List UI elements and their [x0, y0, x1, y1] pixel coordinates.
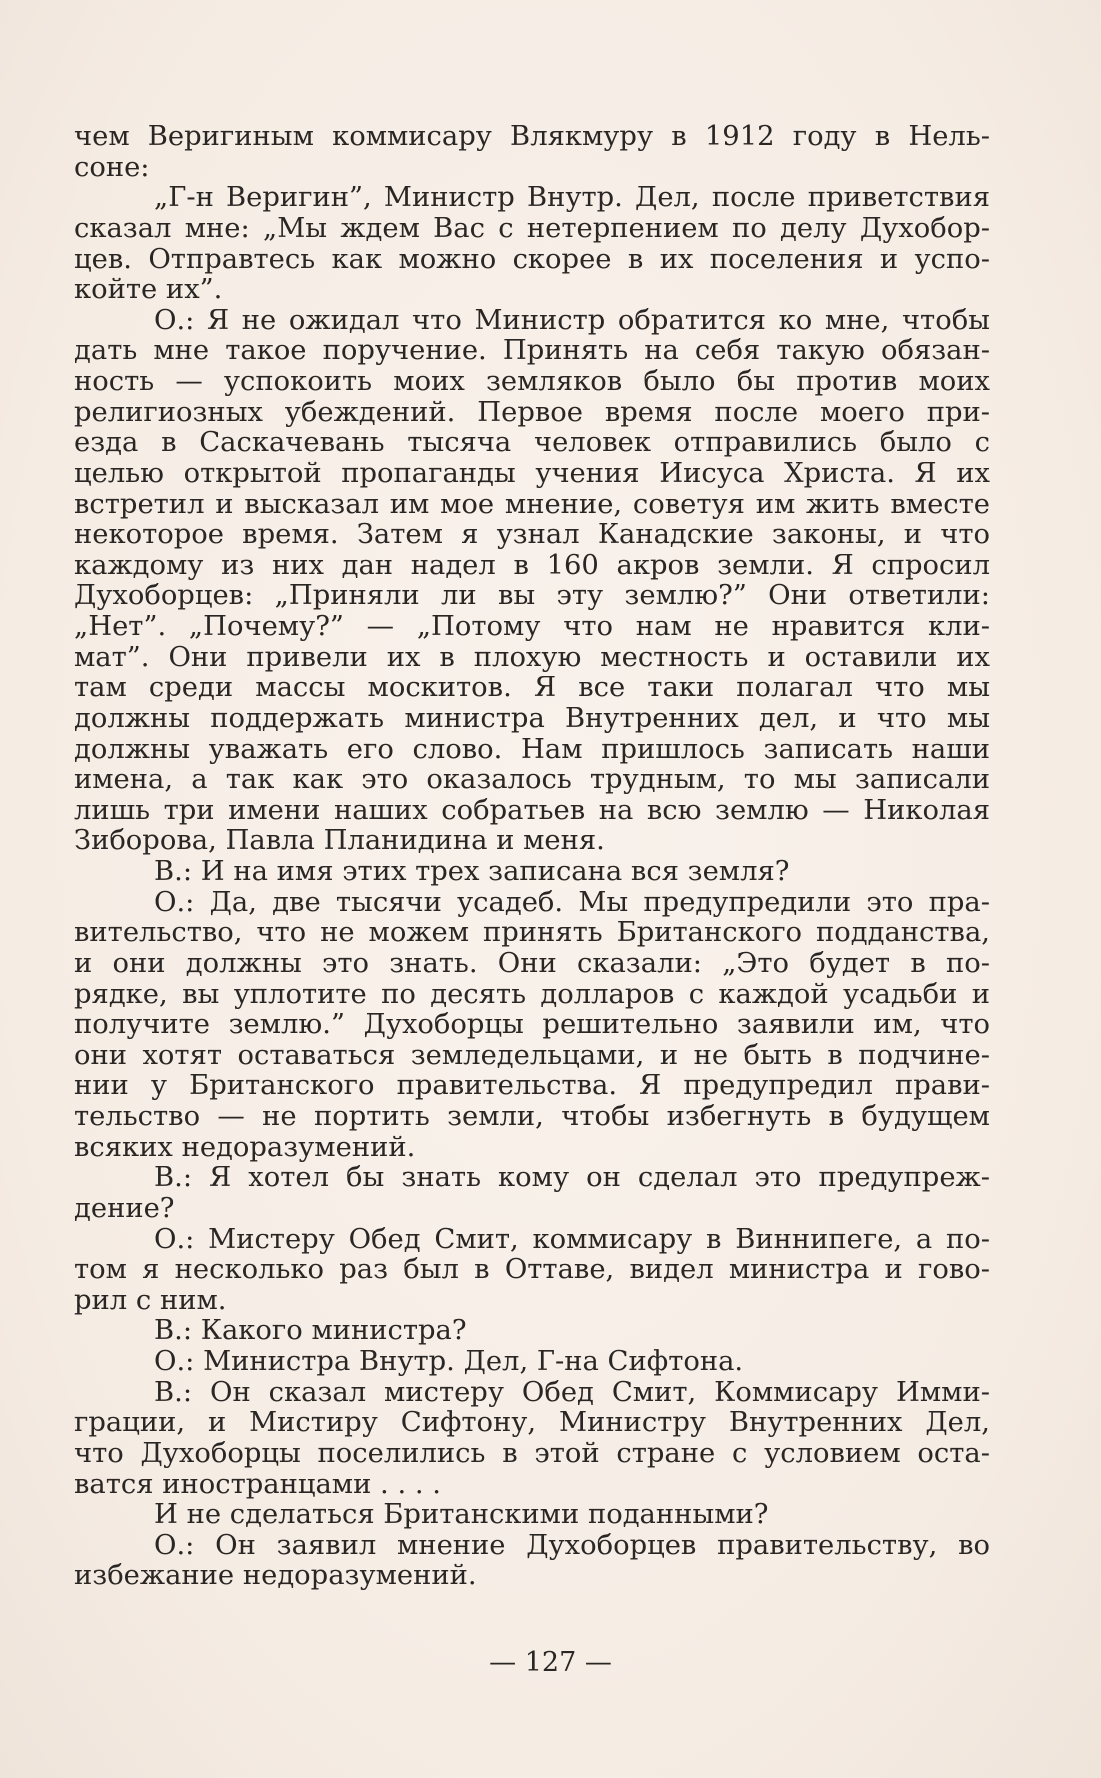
text-line: должны поддержать министра Внутренних дел, и что мы [74, 702, 990, 734]
text-line: „Нет”. „Почему?” — „Потому что нам не нравится кли- [74, 611, 990, 642]
text-line: Духоборцев: „Приняли ли вы эту землю?” Они ответили: [74, 580, 990, 612]
body-text [74, 122, 990, 1592]
text-line: они хотят оставаться земледельцами, и не быть в подчине- [74, 1039, 990, 1071]
text-line: В.: Я хотел бы знать кому он сделал это предупреж- [154, 1162, 990, 1194]
text-line: чем Веригиным коммисару Влякмуру в 1912 году в Нель- [74, 121, 990, 152]
text-line: том я несколько раз был в Оттаве, видел министра и гово- [74, 1254, 990, 1286]
text-line: получите землю.” Духоборцы решительно заявили им, что [74, 1009, 990, 1041]
text-line: там среди массы москитов. Я все таки полагал что мы [74, 672, 990, 704]
text-line: всяких недоразумений. [74, 1131, 416, 1163]
text-line: дать мне такое поручение. Принять на себя такую обязан- [74, 335, 990, 367]
text-line: сказал мне: „Мы ждем Вас с нетерпением по делу Духобор- [74, 212, 990, 244]
text-line: соне: [74, 151, 150, 183]
text-line: О.: Министра Внутр. Дел, Г-на Сифтона. [154, 1346, 744, 1377]
text-line: В.: Какого министра? [154, 1315, 467, 1347]
text-line: О.: Да, две тысячи усадеб. Мы предупредили это пра- [154, 886, 990, 918]
text-line: имена, а так как это оказалось трудным, то мы записали [74, 764, 990, 796]
text-line: избежание недоразумений. [74, 1560, 477, 1592]
text-line: В.: И на имя этих трех записана вся земля? [154, 856, 790, 887]
text-line: тельство — не портить земли, чтобы избегнуть в будущем [74, 1101, 990, 1132]
text-line: ность — успокоить моих земляков было бы против моих [74, 366, 990, 397]
text-line: рил с ним. [74, 1284, 227, 1316]
text-line: О.: Он заявил мнение Духоборцев правительству, во [154, 1529, 990, 1561]
text-line: и они должны это знать. Они сказали: „Это будет в по- [74, 947, 990, 979]
text-line: койте их”. [74, 274, 223, 306]
text-line: должны уважать его слово. Нам пришлось записать наши [74, 733, 990, 765]
text-line: каждому из них дан надел в 160 акров земли. Я спросил [74, 549, 990, 581]
text-line: езда в Саскачевань тысяча человек отправились было с [74, 427, 990, 459]
text-line: встретил и высказал им мое мнение, советуя им жить вместе [74, 488, 990, 520]
text-line: О.: Я не ожидал что Министр обратится ко мне, чтобы [154, 304, 990, 336]
text-line: целью открытой пропаганды учения Иисуса Христа. Я их [74, 457, 990, 489]
text-line: И не сделаться Британскими поданными? [154, 1499, 769, 1531]
text-line: что Духоборцы поселились в этой стране с условием оста- [74, 1437, 990, 1469]
text-line: „Г-н Веригин”, Министр Внутр. Дел, после приветствия [154, 182, 990, 214]
text-line: Зиборова, Павла Планидина и меня. [74, 825, 605, 857]
text-line: дение? [74, 1192, 175, 1224]
text-line: нии у Британского правительства. Я предупредил прави- [74, 1070, 990, 1102]
text-line: грации, и Мистиру Сифтону, Министру Внутренних Дел, [74, 1407, 990, 1439]
text-line: цев. Отправтесь как можно скорее в их поселения и успо- [74, 243, 990, 275]
text-line: мат”. Они привели их в плохую местность и оставили их [74, 641, 990, 673]
text-line: ватся иностранцами . . . . [74, 1468, 442, 1500]
text-line: рядке, вы уплотите по десять долларов с каждой усадьби и [74, 978, 990, 1010]
text-line: религиозных убеждений. Первое время после моего при- [74, 396, 990, 428]
page-number: — 127 — [489, 1647, 612, 1678]
text-line: вительство, что не можем принять Британского подданства, [74, 917, 990, 949]
text-line: В.: Он сказал мистеру Обед Смит, Коммисару Имми- [154, 1376, 990, 1408]
text-line: лишь три имени наших собратьев на всю землю — Николая [74, 794, 990, 826]
text-line: О.: Мистеру Обед Смит, коммисару в Виннипеге, а по- [154, 1223, 990, 1255]
text-line: некоторое время. Затем я узнал Канадские законы, и что [74, 519, 990, 551]
